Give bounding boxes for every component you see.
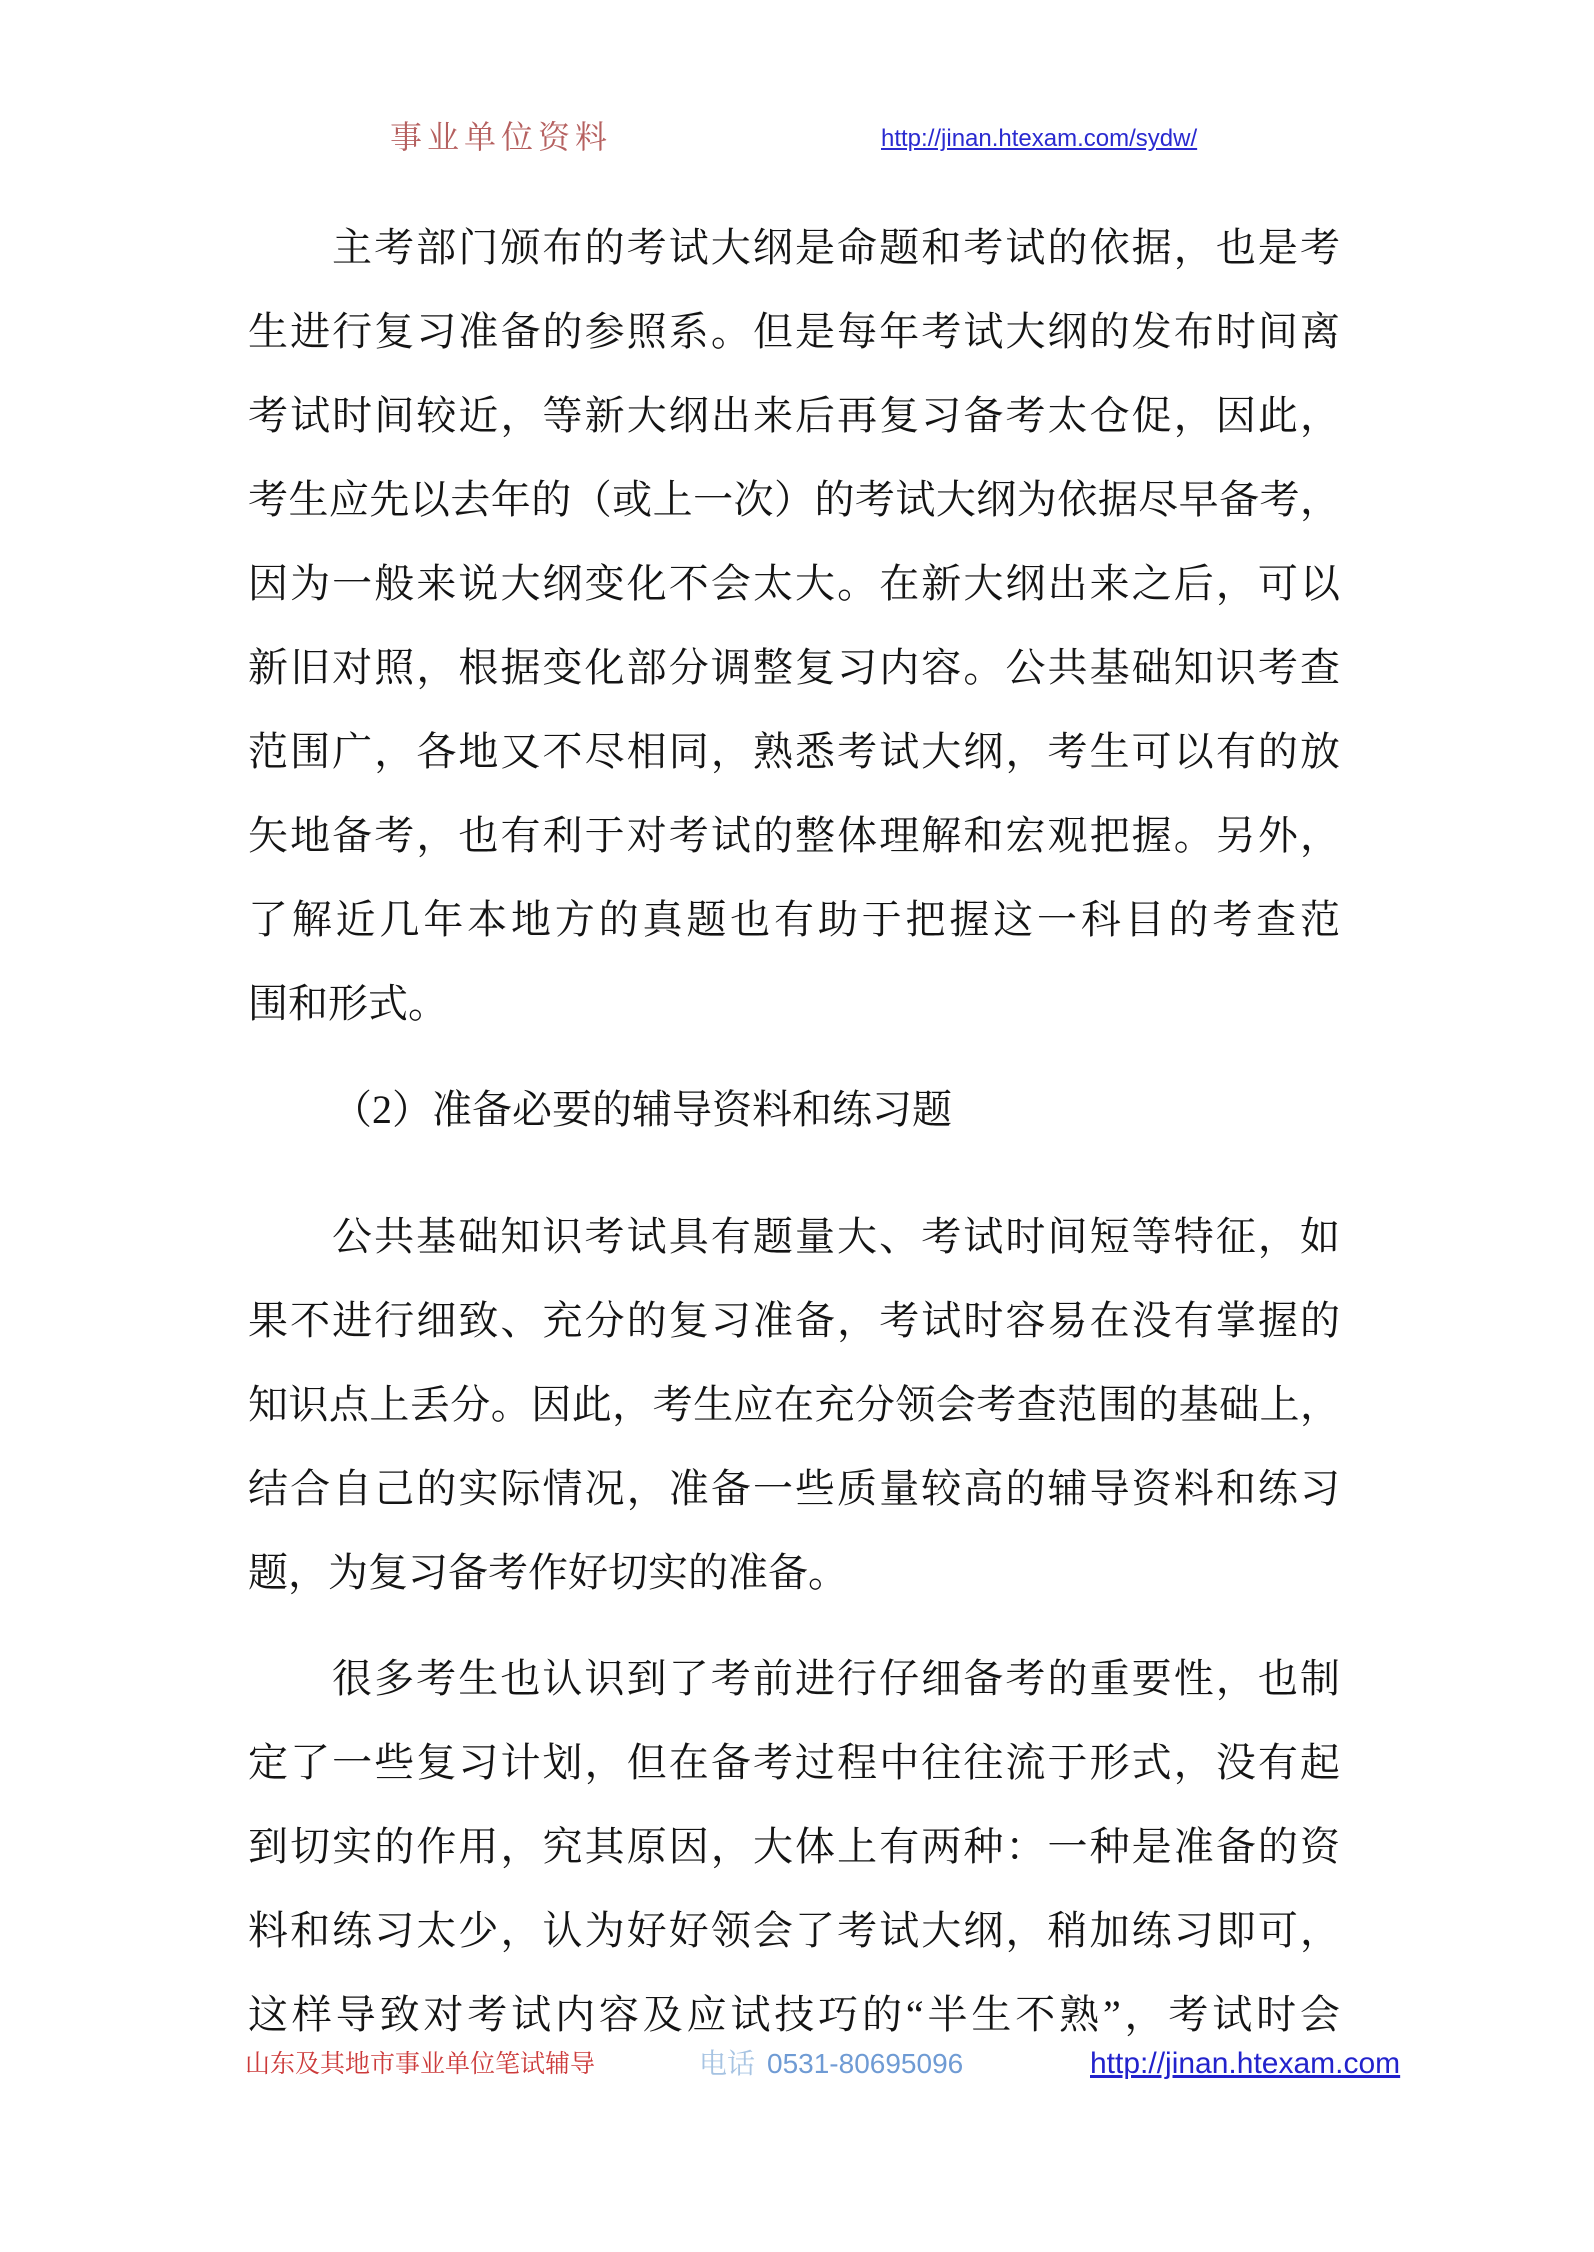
- body-line: 主考部门颁布的考试大纲是命题和考试的依据，也是考: [332, 225, 1340, 270]
- body-line: 知识点上丢分。因此，考生应在充分领会考查范围的基础上，: [248, 1382, 1340, 1427]
- body-line: 考试时间较近，等新大纲出来后再复习备考太仓促，因此，: [248, 393, 1340, 438]
- body-line: （2）准备必要的辅导资料和练习题: [332, 1087, 952, 1132]
- body-line: 考生应先以去年的（或上一次）的考试大纲为依据尽早备考，: [248, 477, 1340, 522]
- body-line: 料和练习太少，认为好好领会了考试大纲，稍加练习即可，: [248, 1908, 1340, 1953]
- body-line: 矢地备考，也有利于对考试的整体理解和宏观把握。另外，: [248, 813, 1340, 858]
- paragraph: [248, 1637, 1340, 2057]
- footer-brand: 山东及其地市事业单位笔试辅导: [245, 2051, 596, 2078]
- paragraph: [248, 206, 1340, 1046]
- document-body: [248, 206, 1340, 2057]
- header-link[interactable]: http://jinan.htexam.com/sydw/: [881, 125, 1198, 152]
- body-line: 公共基础知识考试具有题量大、考试时间短等特征，如: [332, 1214, 1340, 1259]
- section-heading: [248, 1068, 1340, 1152]
- body-line: 因为一般来说大纲变化不会太大。在新大纲出来之后，可以: [248, 561, 1340, 606]
- body-line: 定了一些复习计划，但在备考过程中往往流于形式，没有起: [248, 1740, 1340, 1785]
- body-line: 范围广，各地又不尽相同，熟悉考试大纲，考生可以有的放: [248, 729, 1340, 774]
- footer-link[interactable]: http://jinan.htexam.com: [1090, 2047, 1401, 2080]
- body-line: 这样导致对考试内容及应试技巧的“半生不熟”，考试时会: [248, 1992, 1340, 2037]
- body-line: 果不进行细致、充分的复习准备，考试时容易在没有掌握的: [248, 1298, 1340, 1343]
- body-line: 新旧对照，根据变化部分调整复习内容。公共基础知识考查: [248, 645, 1340, 690]
- header-title: 事业单位资料: [390, 119, 613, 155]
- body-line: 生进行复习准备的参照系。但是每年考试大纲的发布时间离: [248, 309, 1340, 354]
- body-line: 很多考生也认识到了考前进行仔细备考的重要性，也制: [332, 1656, 1340, 1701]
- footer-phone: [699, 2046, 963, 2082]
- body-line: 围和形式。: [248, 981, 448, 1026]
- body-line: 题，为复习备考作好切实的准备。: [248, 1550, 848, 1595]
- body-line: 了解近几年本地方的真题也有助于把握这一科目的考查范: [248, 897, 1340, 942]
- body-line: 到切实的作用，究其原因，大体上有两种：一种是准备的资: [248, 1824, 1340, 1869]
- body-line: 结合自己的实际情况，准备一些质量较高的辅导资料和练习: [248, 1466, 1340, 1511]
- paragraph: [248, 1195, 1340, 1615]
- phone-label: 电话: [699, 2048, 756, 2079]
- phone-number: 0531-80695096: [767, 2048, 964, 2079]
